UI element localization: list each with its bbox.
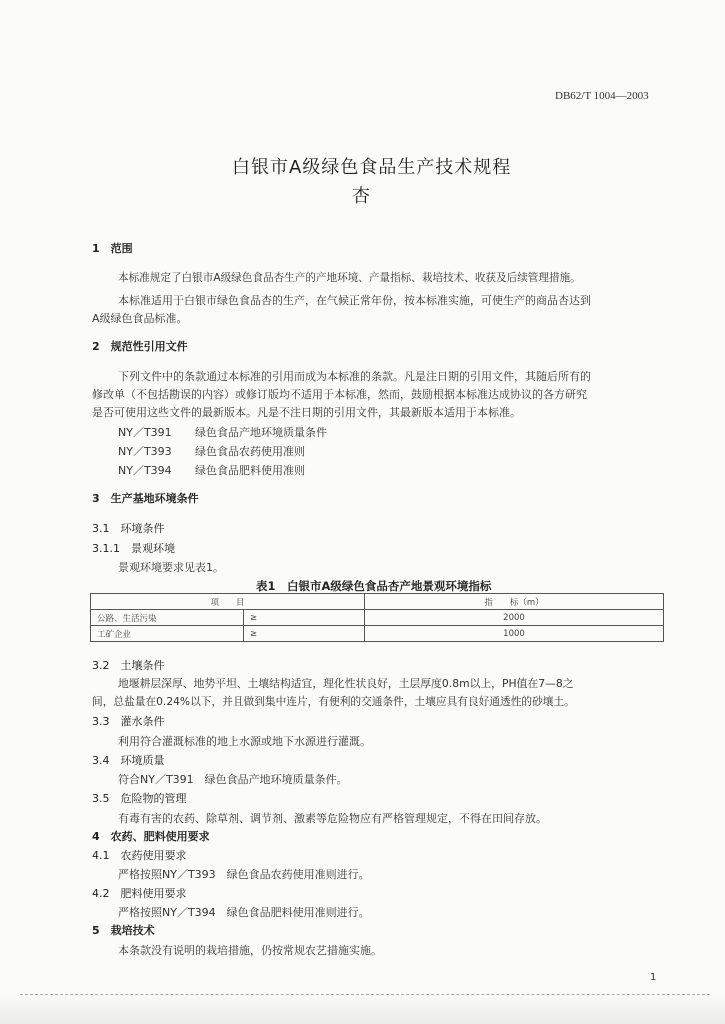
section-3-1-1-text: 景观环境要求见表1。 xyxy=(118,561,224,574)
section-4-2-text: 严格按照NY／T394 绿色食品肥料使用准则进行。 xyxy=(118,906,370,919)
table-cell-item: 公路、生活污染 xyxy=(91,610,244,626)
table-cell-item: 工矿企业 xyxy=(91,626,244,642)
table-header-value: 指 标（m） xyxy=(365,594,664,610)
section-2-paragraph-line-1: 下列文件中的条款通过本标准的引用而成为本标准的条款。凡是注日期的引用文件，其随后所有的 xyxy=(118,370,591,383)
section-3-3-text: 利用符合灌溉标准的地上水源或地下水源进行灌溉。 xyxy=(118,735,371,748)
table-header-item: 项 目 xyxy=(91,594,365,610)
page-number: 1 xyxy=(650,972,657,983)
reference-code-1: NY／T391 xyxy=(118,426,172,439)
reference-name-1: 绿色食品产地环境质量条件 xyxy=(195,426,327,439)
section-3-4-text: 符合NY／T391 绿色食品产地环境质量条件。 xyxy=(118,773,348,786)
section-3-heading: 3 生产基地环境条件 xyxy=(92,492,199,505)
section-3-1-heading: 3.1 环境条件 xyxy=(92,522,165,535)
table-cell-operator: ≥ xyxy=(244,610,365,626)
section-4-1-heading: 4.1 农药使用要求 xyxy=(92,849,187,862)
document-subtitle: 杏 xyxy=(352,186,371,207)
document-title: 白银市A级绿色食品生产技术规程 xyxy=(232,157,512,178)
section-1-paragraph-2-cont: A级绿色食品标准。 xyxy=(92,312,188,325)
reference-name-2: 绿色食品农药使用准则 xyxy=(195,445,305,458)
scan-edge-shadow xyxy=(0,990,725,1024)
document-code: DB62/T 1004—2003 xyxy=(555,90,649,102)
section-4-2-heading: 4.2 肥料使用要求 xyxy=(92,887,187,900)
section-3-4-heading: 3.4 环境质量 xyxy=(92,754,165,767)
section-1-heading: 1 范围 xyxy=(92,242,133,255)
section-3-5-heading: 3.5 危险物的管理 xyxy=(92,792,187,805)
section-3-2-heading: 3.2 土壤条件 xyxy=(92,659,165,672)
table-cell-value: 2000 xyxy=(365,610,664,626)
table-header-row xyxy=(91,594,664,610)
table-1-caption: 表1 白银市A级绿色食品杏产地景观环境指标 xyxy=(256,579,492,593)
reference-code-3: NY／T394 xyxy=(118,464,172,477)
scan-edge-line xyxy=(20,994,710,995)
section-3-3-heading: 3.3 灌水条件 xyxy=(92,715,165,728)
section-1-paragraph-2: 本标准适用于白银市绿色食品杏的生产，在气候正常年份，按本标准实施，可使生产的商品杏达到 xyxy=(118,294,591,307)
section-2-paragraph-line-3: 是否可使用这些文件的最新版本。凡是不注日期的引用文件，其最新版本适用于本标准。 xyxy=(92,406,521,419)
section-5-heading: 5 栽培技术 xyxy=(92,924,155,937)
reference-code-2: NY／T393 xyxy=(118,445,172,458)
landscape-environment-table xyxy=(90,593,664,642)
section-3-1-1-heading: 3.1.1 景观环境 xyxy=(92,542,175,555)
section-3-2-text-line-2: 间，总盐量在0.24%以下，并且做到集中连片，有便利的交通条件，土壤应具有良好通透性的砂壤土。 xyxy=(92,695,575,708)
section-2-paragraph-line-2: 修改单（不包括勘误的内容）或修订版均不适用于本标准，然而，鼓励根据本标准达成协议的各方研究 xyxy=(92,388,587,401)
table-row xyxy=(91,626,664,642)
table-row xyxy=(91,610,664,626)
table-cell-operator: ≥ xyxy=(244,626,365,642)
section-4-1-text: 严格按照NY／T393 绿色食品农药使用准则进行。 xyxy=(118,868,370,881)
section-5-text: 本条款没有说明的栽培措施，仍按常规农艺措施实施。 xyxy=(118,944,382,957)
section-4-heading: 4 农药、肥料使用要求 xyxy=(92,830,210,843)
section-3-2-text-line-1: 地堰耕层深厚、地势平坦、土壤结构适宜，理化性状良好，土层厚度0.8m以上，PH值在7—8之 xyxy=(118,677,574,690)
section-3-5-text: 有毒有害的农药、除草剂、调节剂、激素等危险物应有严格管理规定，不得在田间存放。 xyxy=(118,812,547,825)
section-2-heading: 2 规范性引用文件 xyxy=(92,340,188,353)
reference-name-3: 绿色食品肥料使用准则 xyxy=(195,464,305,477)
table-cell-value: 1000 xyxy=(365,626,664,642)
section-1-paragraph-1: 本标准规定了白银市A级绿色食品杏生产的产地环境、产量指标、栽培技术、收获及后续管理措施。 xyxy=(118,272,581,284)
